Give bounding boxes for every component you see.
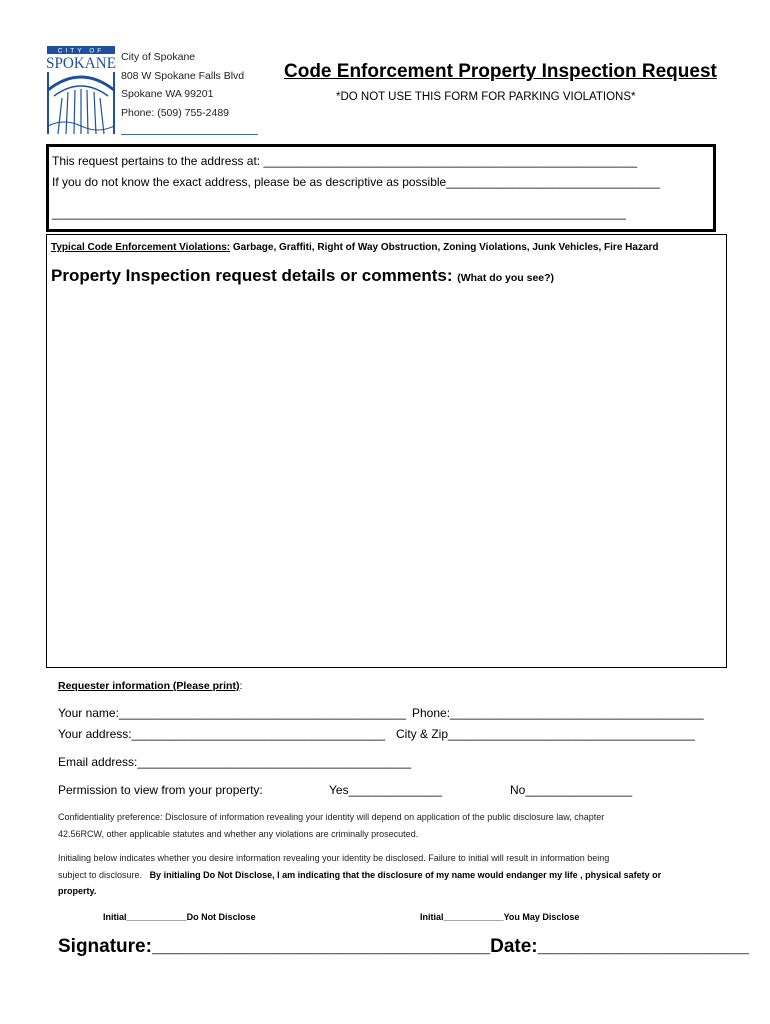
violations-list: Garbage, Graffiti, Right of Way Obstruction, Zoning Violations, Junk Vehicles, Fire Hazard (230, 242, 659, 253)
address-street: 808 W Spokane Falls Blvd (121, 70, 245, 82)
form-subtitle: *DO NOT USE THIS FORM FOR PARKING VIOLATIONS* (336, 91, 636, 103)
address-field-line1[interactable]: This request pertains to the address at: ________________________________________________________ (52, 154, 638, 168)
form-title: Code Enforcement Property Inspection Request (284, 61, 717, 82)
initial-may-disclose[interactable] (420, 912, 579, 922)
address-city: City of Spokane (121, 51, 196, 63)
initial-may-disclose-text: Initial____________You May Disclose (420, 912, 580, 922)
name-field[interactable]: Your name:___________________________________________ (58, 706, 406, 720)
details-heading (51, 266, 554, 286)
address-citystate: Spokane WA 99201 (121, 88, 214, 100)
signature-date-line[interactable]: Signature:________________________________Date:____________________ (58, 936, 749, 957)
permission-no-field[interactable]: No________________ (510, 783, 633, 797)
address-field-line3[interactable]: ______________________________________________________________________________________ (52, 206, 626, 220)
city-zip-field[interactable]: City & Zip_____________________________________ (396, 727, 695, 741)
requester-heading-colon: : (239, 680, 243, 692)
logo-name: SPOKANE (46, 55, 116, 72)
address-phone: Phone: (509) 755-2489 (121, 107, 229, 119)
permission-label: Permission to view from your property: (58, 783, 263, 797)
violations-label: Typical Code Enforcement Violations: (51, 242, 231, 253)
permission-yes-field[interactable]: Yes______________ (329, 783, 443, 797)
logo-top-text: CITY OF (57, 47, 105, 55)
details-textarea[interactable] (52, 292, 720, 662)
initialing-text-2a: subject to disclosure. (58, 870, 143, 880)
address-field-line2[interactable]: If you do not know the exact address, please be as descriptive as possible________________________________ (52, 175, 660, 189)
initialing-text-2 (58, 870, 661, 880)
email-field[interactable]: Email address:_________________________________________ (58, 755, 411, 769)
initialing-text-2b: By initialing Do Not Disclose, I am indicating that the disclosure of my name would endanger my life , physical safety or (149, 870, 662, 880)
address-rule (121, 134, 258, 135)
street-address-field[interactable]: Your address:______________________________________ (58, 727, 386, 741)
details-heading-sub: (What do you see?) (457, 272, 555, 284)
details-heading-text: Property Inspection request details or comments: (51, 266, 453, 285)
confidentiality-text-1: Confidentiality preference: Disclosure of information revealing your identity will depend on application of the public disclosure law, chapter (58, 812, 605, 822)
city-logo (44, 46, 118, 134)
initialing-text-3 (58, 886, 96, 896)
initial-do-not-disclose-text: Initial____________Do Not Disclose (103, 912, 256, 922)
violations-line (51, 242, 659, 253)
initialing-text-3-bold: property. (58, 886, 97, 896)
confidentiality-text-2: 42.56RCW, other applicable statutes and whether any violations are criminally prosecuted. (58, 829, 419, 839)
requester-heading-text: Requester information (Please print) (58, 680, 240, 692)
initialing-text-1: Initialing below indicates whether you desire information revealing your identity be disclosed. Failure to initial will result in information being (58, 853, 610, 863)
initial-do-not-disclose[interactable] (103, 912, 256, 922)
phone-field[interactable]: Phone:______________________________________ (412, 706, 704, 720)
requester-heading (58, 680, 242, 692)
